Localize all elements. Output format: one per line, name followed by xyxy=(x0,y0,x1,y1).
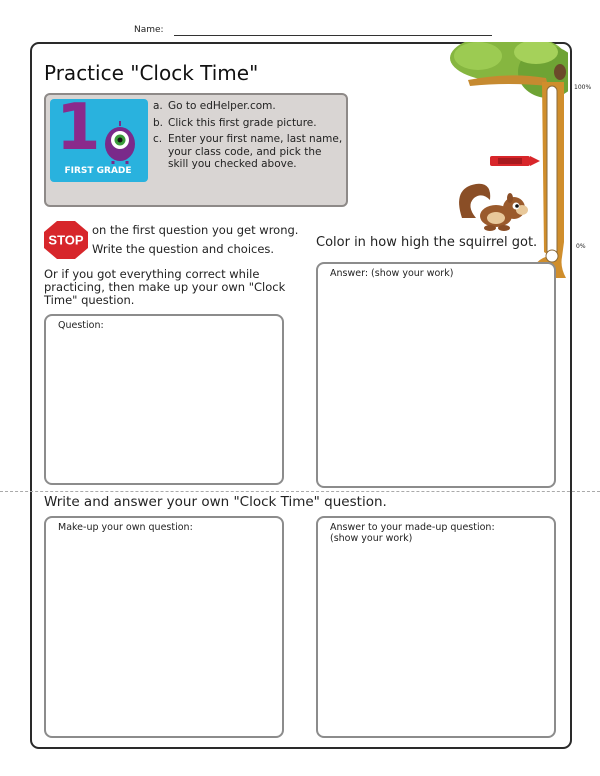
question-label: Question: xyxy=(58,320,104,331)
make-up-instructions: Or if you got everything correct while practicing, then make up your own "Clock Time" question. xyxy=(44,267,286,307)
name-label: Name: xyxy=(134,25,164,35)
squirrel-icon xyxy=(452,178,534,234)
made-up-answer-line-2: (show your work) xyxy=(330,533,413,544)
step-letter: c. xyxy=(153,133,163,145)
monster-icon xyxy=(100,120,140,164)
step-a xyxy=(153,100,343,113)
answer-label: Answer: (show your work) xyxy=(330,268,454,279)
answer-box[interactable] xyxy=(316,262,556,488)
thermometer-top-label: 100% xyxy=(574,84,592,91)
made-up-answer-label xyxy=(318,518,554,544)
thermometer-bottom-label: 0% xyxy=(576,243,586,250)
step-letter: b. xyxy=(153,116,164,129)
step-text: Go to edHelper.com. xyxy=(168,100,276,112)
name-field[interactable] xyxy=(174,35,492,36)
stop-sign-icon xyxy=(43,220,89,260)
made-up-answer-box[interactable] xyxy=(316,516,556,738)
stop-line-2: Write the question and choices. xyxy=(92,242,275,256)
page-title: Practice "Clock Time" xyxy=(44,61,259,85)
step-b xyxy=(153,117,343,130)
write-instruction: Write and answer your own "Clock Time" question. xyxy=(44,494,387,510)
cut-line xyxy=(0,491,600,492)
step-text: Click this first grade picture. xyxy=(168,116,317,129)
step-c xyxy=(153,133,343,171)
made-up-answer-line-1: Answer to your made-up question: xyxy=(330,522,495,533)
color-instruction: Color in how high the squirrel got. xyxy=(316,235,538,250)
steps-list xyxy=(153,100,343,175)
step-text: Enter your first name, last name, your class code, and pick the skill you checked above. xyxy=(168,133,343,170)
question-box[interactable] xyxy=(44,314,284,485)
crayon-icon xyxy=(490,154,542,168)
step-letter: a. xyxy=(153,100,163,112)
grade-label: FIRST GRADE xyxy=(64,166,132,176)
stop-instructions xyxy=(92,221,307,259)
make-up-question-box[interactable] xyxy=(44,516,284,738)
make-up-label: Make-up your own question: xyxy=(58,522,193,533)
stop-sign-label: STOP xyxy=(48,232,84,248)
grade-number: 1 xyxy=(56,91,101,165)
stop-line-1: on the first question you get wrong. xyxy=(92,223,299,237)
